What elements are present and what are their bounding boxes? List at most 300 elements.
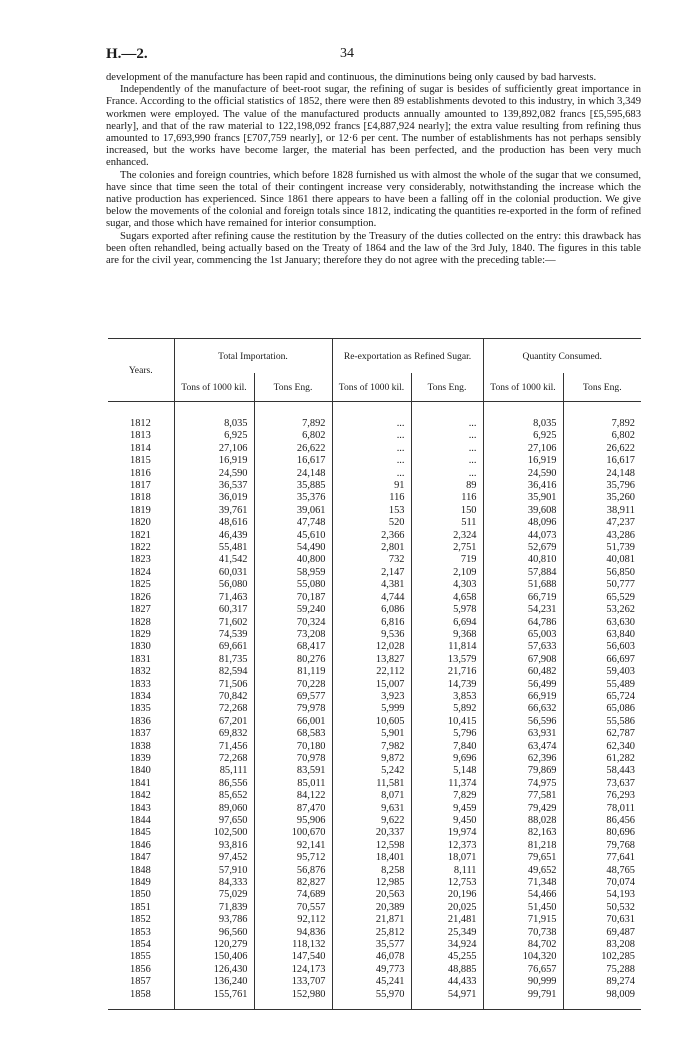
table-row xyxy=(108,803,641,815)
value-cell: 55,481 xyxy=(174,542,254,554)
year-cell: 1858 xyxy=(130,988,151,1000)
value-cell: 51,450 xyxy=(483,902,563,914)
value-cell: 61,282 xyxy=(563,753,641,765)
value-cell: 35,901 xyxy=(483,492,563,504)
value-cell: 18,401 xyxy=(332,852,411,864)
value-cell: 5,796 xyxy=(411,728,483,740)
value-cell: 120,279 xyxy=(174,939,254,951)
table-row xyxy=(108,654,641,666)
value-cell: 94,836 xyxy=(254,927,332,939)
value-cell: 66,632 xyxy=(483,703,563,715)
value-cell: 65,724 xyxy=(563,691,641,703)
value-cell: 21,481 xyxy=(411,914,483,926)
value-cell: 20,563 xyxy=(332,889,411,901)
value-cell: 64,786 xyxy=(483,617,563,629)
value-cell: 24,148 xyxy=(254,468,332,480)
value-cell: 83,208 xyxy=(563,939,641,951)
table-row xyxy=(108,542,641,554)
value-cell: 57,910 xyxy=(174,865,254,877)
value-cell: 5,999 xyxy=(332,703,411,715)
value-cell: 65,086 xyxy=(563,703,641,715)
value-cell: 6,802 xyxy=(254,430,332,442)
value-cell: 80,276 xyxy=(254,654,332,666)
table-body xyxy=(108,402,641,1010)
table-row xyxy=(108,666,641,678)
value-cell: 77,581 xyxy=(483,790,563,802)
value-cell: 79,768 xyxy=(563,840,641,852)
value-cell: 69,487 xyxy=(563,927,641,939)
value-cell: 97,452 xyxy=(174,852,254,864)
year-cell: 1850 xyxy=(130,889,151,901)
paragraph: Independently of the manufacture of beet-root sugar, the refining of sugar is besides of sufficiently great importance in France. According to the official statistics of 1852, there were then 89 establishments devoted to this industry, in which 3,349 workmen were employed. The value of the manufactured products annually amounted to 139,892,082 francs [£5,595,683 nearly], and that of the raw material to 122,198,092 francs [£4,887,924 nearly]; the extra value resulting from refining thus amounted to 17,693,990 francs [£707,759 nearly], or 12·6 per cent. The number of establishments has not perhaps sensibly increased, but the works have become larger, the material has been perfected, and the production has been very much enhanced. xyxy=(106,84,641,169)
table-row xyxy=(108,840,641,852)
table-row xyxy=(108,765,641,777)
value-cell: 71,456 xyxy=(174,741,254,753)
value-cell: 7,829 xyxy=(411,790,483,802)
value-cell: 70,074 xyxy=(563,877,641,889)
table-row xyxy=(108,617,641,629)
year-cell: 1848 xyxy=(130,864,151,876)
table-row xyxy=(108,827,641,839)
value-cell: 67,201 xyxy=(174,716,254,728)
year-cell: 1852 xyxy=(130,914,151,926)
value-cell: 153 xyxy=(332,505,411,517)
year-cell: 1813 xyxy=(130,430,151,442)
year-cell: 1814 xyxy=(130,442,151,454)
value-cell: 84,333 xyxy=(174,877,254,889)
value-cell: 66,697 xyxy=(563,654,641,666)
value-cell: 16,919 xyxy=(483,455,563,467)
table-row xyxy=(108,778,641,790)
value-cell: 70,557 xyxy=(254,902,332,914)
value-cell: 116 xyxy=(332,492,411,504)
table-row xyxy=(108,716,641,728)
table-row xyxy=(108,728,641,740)
value-cell: 93,816 xyxy=(174,840,254,852)
value-cell: 99,791 xyxy=(483,989,563,1001)
value-cell: 2,109 xyxy=(411,567,483,579)
value-cell: ... xyxy=(411,418,483,430)
table-row xyxy=(108,815,641,827)
value-cell: 40,810 xyxy=(483,554,563,566)
value-cell: 70,228 xyxy=(254,679,332,691)
value-cell: 81,218 xyxy=(483,840,563,852)
table-row xyxy=(108,443,641,455)
value-cell: 9,459 xyxy=(411,803,483,815)
value-cell: 35,885 xyxy=(254,480,332,492)
year-cell: 1822 xyxy=(130,542,151,554)
value-cell: 96,560 xyxy=(174,927,254,939)
table-row xyxy=(108,703,641,715)
value-cell: 82,163 xyxy=(483,827,563,839)
value-cell: 26,622 xyxy=(563,443,641,455)
value-cell: ... xyxy=(411,468,483,480)
value-cell: 93,786 xyxy=(174,914,254,926)
table-row xyxy=(108,554,641,566)
value-cell: 60,482 xyxy=(483,666,563,678)
value-cell: 2,801 xyxy=(332,542,411,554)
year-cell: 1853 xyxy=(130,926,151,938)
value-cell: 70,187 xyxy=(254,592,332,604)
value-cell: 136,240 xyxy=(174,976,254,988)
value-cell: 89,060 xyxy=(174,803,254,815)
value-cell: 54,466 xyxy=(483,889,563,901)
value-cell: 9,622 xyxy=(332,815,411,827)
value-cell: 66,919 xyxy=(483,691,563,703)
value-cell: 12,753 xyxy=(411,877,483,889)
value-cell: 20,196 xyxy=(411,889,483,901)
value-cell: 16,617 xyxy=(563,455,641,467)
year-cell: 1856 xyxy=(130,963,151,975)
subheader-tons-eng: Tons Eng. xyxy=(254,373,332,402)
value-cell: 24,590 xyxy=(174,468,254,480)
value-cell: ... xyxy=(332,443,411,455)
value-cell: 732 xyxy=(332,554,411,566)
value-cell: 53,262 xyxy=(563,604,641,616)
re-exportation-header: Re-exportation as Refined Sugar. xyxy=(332,339,483,374)
value-cell: 58,959 xyxy=(254,567,332,579)
value-cell: 7,982 xyxy=(332,741,411,753)
value-cell: 50,532 xyxy=(563,902,641,914)
year-cell: 1819 xyxy=(130,504,151,516)
table-row xyxy=(108,914,641,926)
table-row xyxy=(108,852,641,864)
value-cell: 520 xyxy=(332,517,411,529)
year-cell: 1836 xyxy=(130,715,151,727)
value-cell: 84,122 xyxy=(254,790,332,802)
value-cell: 86,556 xyxy=(174,778,254,790)
value-cell: 69,577 xyxy=(254,691,332,703)
year-cell: 1855 xyxy=(130,951,151,963)
value-cell: 27,106 xyxy=(174,443,254,455)
value-cell: 5,148 xyxy=(411,765,483,777)
year-cell: 1826 xyxy=(130,591,151,603)
value-cell: 22,112 xyxy=(332,666,411,678)
value-cell: 54,971 xyxy=(411,989,483,1001)
value-cell: 60,317 xyxy=(174,604,254,616)
value-cell: 25,349 xyxy=(411,927,483,939)
value-cell: 74,539 xyxy=(174,629,254,641)
value-cell: 39,061 xyxy=(254,505,332,517)
value-cell: 34,924 xyxy=(411,939,483,951)
value-cell: 79,978 xyxy=(254,703,332,715)
table-row xyxy=(108,455,641,467)
year-cell: 1821 xyxy=(130,529,151,541)
value-cell: 15,007 xyxy=(332,679,411,691)
value-cell: 5,892 xyxy=(411,703,483,715)
value-cell: 69,661 xyxy=(174,641,254,653)
value-cell: 10,415 xyxy=(411,716,483,728)
value-cell: 65,529 xyxy=(563,592,641,604)
year-cell: 1812 xyxy=(130,418,151,429)
value-cell: 14,739 xyxy=(411,679,483,691)
value-cell: 63,630 xyxy=(563,617,641,629)
value-cell: ... xyxy=(411,443,483,455)
value-cell: 71,463 xyxy=(174,592,254,604)
year-cell: 1829 xyxy=(130,628,151,640)
value-cell: 41,542 xyxy=(174,554,254,566)
value-cell: 48,765 xyxy=(563,865,641,877)
year-cell: 1843 xyxy=(130,802,151,814)
year-cell: 1845 xyxy=(130,827,151,839)
value-cell: 89 xyxy=(411,480,483,492)
value-cell: 81,735 xyxy=(174,654,254,666)
value-cell: 44,073 xyxy=(483,530,563,542)
value-cell: 52,679 xyxy=(483,542,563,554)
table-row xyxy=(108,468,641,480)
value-cell: 50,777 xyxy=(563,579,641,591)
value-cell: 70,978 xyxy=(254,753,332,765)
value-cell: 45,610 xyxy=(254,530,332,542)
value-cell: 511 xyxy=(411,517,483,529)
value-cell: 11,581 xyxy=(332,778,411,790)
value-cell: 20,025 xyxy=(411,902,483,914)
table-row xyxy=(108,889,641,901)
value-cell: 48,616 xyxy=(174,517,254,529)
value-cell: 9,368 xyxy=(411,629,483,641)
document-section-code: H.—2. xyxy=(106,46,148,62)
value-cell: 27,106 xyxy=(483,443,563,455)
value-cell: 51,688 xyxy=(483,579,563,591)
table-row xyxy=(108,691,641,703)
value-cell: 92,141 xyxy=(254,840,332,852)
value-cell: 8,111 xyxy=(411,865,483,877)
value-cell: ... xyxy=(411,430,483,442)
value-cell: 66,001 xyxy=(254,716,332,728)
value-cell: 56,850 xyxy=(563,567,641,579)
value-cell: 85,011 xyxy=(254,778,332,790)
value-cell: 63,931 xyxy=(483,728,563,740)
table-row xyxy=(108,877,641,889)
value-cell: 12,373 xyxy=(411,840,483,852)
value-cell: 719 xyxy=(411,554,483,566)
value-cell: 44,433 xyxy=(411,976,483,988)
table-row xyxy=(108,964,641,976)
value-cell: 7,892 xyxy=(563,418,641,430)
table-row xyxy=(108,976,641,988)
value-cell: 7,840 xyxy=(411,741,483,753)
year-cell: 1831 xyxy=(130,653,151,665)
table-row xyxy=(108,418,641,430)
year-cell: 1847 xyxy=(130,852,151,864)
table-row xyxy=(108,505,641,517)
value-cell: 75,029 xyxy=(174,889,254,901)
value-cell: 95,712 xyxy=(254,852,332,864)
value-cell: 12,598 xyxy=(332,840,411,852)
value-cell: ... xyxy=(332,418,411,430)
table-row xyxy=(108,790,641,802)
value-cell: 78,011 xyxy=(563,803,641,815)
value-cell: 85,652 xyxy=(174,790,254,802)
subheader-tons-metric: Tons of 1000 kil. xyxy=(483,373,563,402)
value-cell: 6,816 xyxy=(332,617,411,629)
year-cell: 1828 xyxy=(130,616,151,628)
value-cell: 5,901 xyxy=(332,728,411,740)
value-cell: 124,173 xyxy=(254,964,332,976)
value-cell: 25,812 xyxy=(332,927,411,939)
value-cell: 126,430 xyxy=(174,964,254,976)
value-cell: 73,637 xyxy=(563,778,641,790)
year-cell: 1816 xyxy=(130,467,151,479)
value-cell: 72,268 xyxy=(174,753,254,765)
year-cell: 1849 xyxy=(130,877,151,889)
value-cell: 92,112 xyxy=(254,914,332,926)
value-cell: 10,605 xyxy=(332,716,411,728)
year-cell: 1839 xyxy=(130,752,151,764)
value-cell: 3,923 xyxy=(332,691,411,703)
table-row xyxy=(108,902,641,914)
value-cell: 71,348 xyxy=(483,877,563,889)
value-cell: 118,132 xyxy=(254,939,332,951)
subheader-tons-eng: Tons Eng. xyxy=(411,373,483,402)
value-cell: 16,617 xyxy=(254,455,332,467)
table-row xyxy=(108,951,641,963)
table-row xyxy=(108,753,641,765)
value-cell: 7,892 xyxy=(254,418,332,430)
value-cell: 63,474 xyxy=(483,741,563,753)
value-cell: 35,376 xyxy=(254,492,332,504)
value-cell: 89,274 xyxy=(563,976,641,988)
value-cell: 51,739 xyxy=(563,542,641,554)
value-cell: 36,416 xyxy=(483,480,563,492)
table-row xyxy=(108,492,641,504)
value-cell: 82,827 xyxy=(254,877,332,889)
years-column-header: Years. xyxy=(108,339,174,402)
paragraph: The colonies and foreign countries, which before 1828 furnished us with almost the whole of the sugar that we consumed, have since that time seen the total of their contingent increase very considerably, notwithstanding the increase which the native production has experienced. Since 1861 there appears to have been a falling off in the colonial production. We give below the movements of the colonial and foreign totals since 1812, indicating the quantities re-exported in the form of refined sugar, and those which have remained for interior consumption. xyxy=(106,169,641,230)
value-cell: 20,337 xyxy=(332,827,411,839)
value-cell: ... xyxy=(411,455,483,467)
value-cell: 12,985 xyxy=(332,877,411,889)
year-cell: 1857 xyxy=(130,976,151,988)
value-cell: 69,832 xyxy=(174,728,254,740)
value-cell: 56,603 xyxy=(563,641,641,653)
value-cell: 66,719 xyxy=(483,592,563,604)
value-cell: 24,148 xyxy=(563,468,641,480)
subheader-tons-metric: Tons of 1000 kil. xyxy=(332,373,411,402)
value-cell: 71,915 xyxy=(483,914,563,926)
value-cell: 55,080 xyxy=(254,579,332,591)
value-cell: 11,814 xyxy=(411,641,483,653)
value-cell: 152,980 xyxy=(254,989,332,1001)
value-cell: 79,429 xyxy=(483,803,563,815)
value-cell: 21,716 xyxy=(411,666,483,678)
subheader-tons-metric: Tons of 1000 kil. xyxy=(174,373,254,402)
value-cell: 73,208 xyxy=(254,629,332,641)
table-row xyxy=(108,679,641,691)
value-cell: 150 xyxy=(411,505,483,517)
value-cell: 2,751 xyxy=(411,542,483,554)
value-cell: 62,787 xyxy=(563,728,641,740)
value-cell: 20,389 xyxy=(332,902,411,914)
value-cell: 59,240 xyxy=(254,604,332,616)
value-cell: 9,450 xyxy=(411,815,483,827)
value-cell: 55,586 xyxy=(563,716,641,728)
value-cell: 75,288 xyxy=(563,964,641,976)
value-cell: 4,381 xyxy=(332,579,411,591)
value-cell: 4,744 xyxy=(332,592,411,604)
value-cell: 55,970 xyxy=(332,989,411,1001)
value-cell: 56,499 xyxy=(483,679,563,691)
value-cell: 36,537 xyxy=(174,480,254,492)
value-cell: 70,631 xyxy=(563,914,641,926)
year-cell: 1825 xyxy=(130,579,151,591)
value-cell: 116 xyxy=(411,492,483,504)
value-cell: 49,773 xyxy=(332,964,411,976)
value-cell: 81,119 xyxy=(254,666,332,678)
table-row xyxy=(108,530,641,542)
value-cell: 6,925 xyxy=(174,430,254,442)
value-cell: 48,096 xyxy=(483,517,563,529)
value-cell: 133,707 xyxy=(254,976,332,988)
value-cell: 58,443 xyxy=(563,765,641,777)
value-cell: 63,840 xyxy=(563,629,641,641)
year-cell: 1846 xyxy=(130,839,151,851)
year-cell: 1834 xyxy=(130,690,151,702)
value-cell: 8,071 xyxy=(332,790,411,802)
value-cell: 85,111 xyxy=(174,765,254,777)
value-cell: 104,320 xyxy=(483,951,563,963)
value-cell: 84,702 xyxy=(483,939,563,951)
value-cell: 54,193 xyxy=(563,889,641,901)
year-cell: 1815 xyxy=(130,455,151,467)
table-row xyxy=(108,641,641,653)
value-cell: 13,827 xyxy=(332,654,411,666)
value-cell: 57,884 xyxy=(483,567,563,579)
value-cell: 5,978 xyxy=(411,604,483,616)
value-cell: 39,761 xyxy=(174,505,254,517)
value-cell: 57,633 xyxy=(483,641,563,653)
year-cell: 1833 xyxy=(130,678,151,690)
paragraph: development of the manufacture has been rapid and continuous, the diminutions being only caused by bad harvests. xyxy=(106,72,597,83)
subheader-tons-eng: Tons Eng. xyxy=(563,373,641,402)
year-cell: 1824 xyxy=(130,566,151,578)
value-cell: 95,906 xyxy=(254,815,332,827)
value-cell: 24,590 xyxy=(483,468,563,480)
value-cell: 2,366 xyxy=(332,530,411,542)
value-cell: 88,028 xyxy=(483,815,563,827)
value-cell: 70,324 xyxy=(254,617,332,629)
value-cell: 102,285 xyxy=(563,951,641,963)
value-cell: 68,583 xyxy=(254,728,332,740)
year-cell: 1823 xyxy=(130,554,151,566)
value-cell: ... xyxy=(332,468,411,480)
table-row xyxy=(108,989,641,1001)
value-cell: 18,071 xyxy=(411,852,483,864)
value-cell: 8,258 xyxy=(332,865,411,877)
value-cell: 45,241 xyxy=(332,976,411,988)
value-cell: 67,908 xyxy=(483,654,563,666)
value-cell: 65,003 xyxy=(483,629,563,641)
value-cell: ... xyxy=(332,430,411,442)
value-cell: 54,490 xyxy=(254,542,332,554)
value-cell: 83,591 xyxy=(254,765,332,777)
page-number: 34 xyxy=(340,46,354,61)
value-cell: 91 xyxy=(332,480,411,492)
table-row xyxy=(108,592,641,604)
value-cell: 6,802 xyxy=(563,430,641,442)
value-cell: 12,028 xyxy=(332,641,411,653)
value-cell: 90,999 xyxy=(483,976,563,988)
value-cell: 47,237 xyxy=(563,517,641,529)
value-cell: 150,406 xyxy=(174,951,254,963)
table-row xyxy=(108,927,641,939)
year-cell: 1844 xyxy=(130,815,151,826)
table-row xyxy=(108,604,641,616)
table-row xyxy=(108,579,641,591)
value-cell: 48,885 xyxy=(411,964,483,976)
value-cell: 2,324 xyxy=(411,530,483,542)
value-cell: 35,260 xyxy=(563,492,641,504)
